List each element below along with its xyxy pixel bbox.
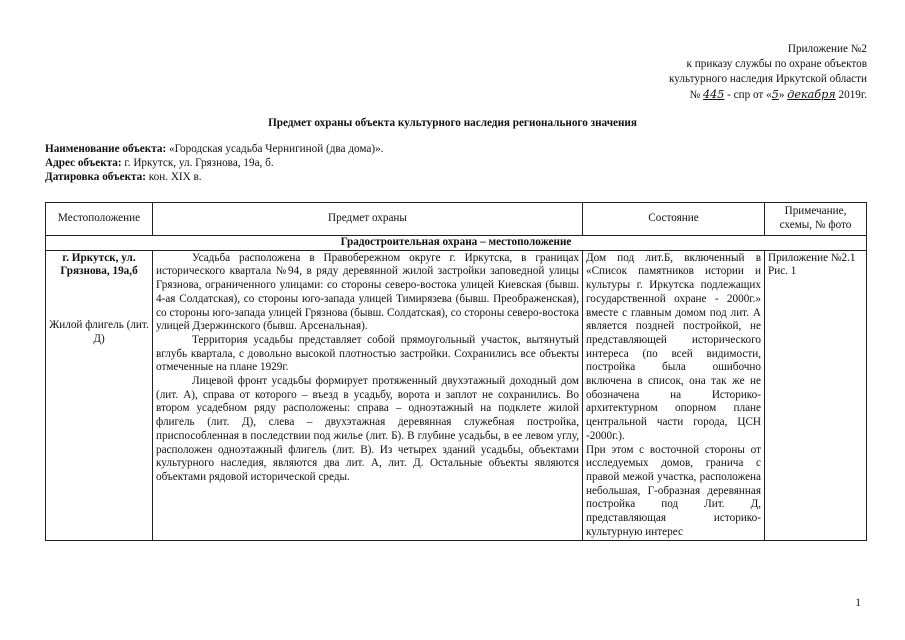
object-name-value: «Городская усадьба Чернигиной (два дома)».: [168, 143, 384, 155]
approval-day-handwritten: 5: [771, 88, 779, 101]
approval-line-3: культурного наследия Иркутской области: [669, 73, 867, 85]
approval-month-handwritten: декабря: [787, 88, 836, 101]
approval-num-handwritten: 445: [702, 88, 725, 101]
table-row: [46, 250, 867, 541]
object-address-label: Адрес объекта:: [45, 157, 122, 169]
approval-line-1: Приложение №2: [787, 43, 867, 55]
note-line: Приложение №2.1: [768, 251, 856, 264]
object-info: [45, 142, 865, 184]
object-address-value: г. Иркутск, ул. Грязнова, 19а, б.: [124, 157, 274, 169]
cell-state: [583, 250, 765, 541]
protection-table: [45, 202, 867, 541]
approval-mid: - спр от «: [727, 89, 772, 101]
header-subject: Предмет охраны: [153, 203, 583, 236]
state-paragraph: Дом под лит.Б, включенный в «Список памятников истории и культуры г. Иркутска подлежащих государственной охране - 2000г.» вместе с главным домом под лит. А является поздней постройкой, не представляющей исторического интереса (по всей видимости, постройка была ошибочно включена в список, она так же не обозначена на Историко-архитектурном опорном плане центральной части города, ЦСН -2000г.).: [586, 251, 761, 442]
approval-block: [607, 42, 867, 103]
cell-subject: [153, 250, 583, 541]
approval-line-2: к приказу службы по охране объектов: [686, 58, 867, 70]
object-name-label: Наименование объекта:: [45, 143, 167, 155]
subject-paragraph: Лицевой фронт усадьбы формирует протяженный двухэтажный доходный дом (лит. А), справа от которого – въезд в усадьбу, ворота и заплот не сохранились. Во втором усадебном ряду расположены: справа – одноэтажный на подклете жилой флигель (лит. Д), слева – двухэтажная деревянная служебная постройка, приспособленная в последствии под жилье (лит. Б). В глубине усадьбы, в ее левом углу, расположен одноэтажный флигель (лит. В). Из четырех зданий усадьбы, объектами культурного наследия, являются два лит. А, лит. Д. Остальные объекты являются объектами рядовой исторической среды.: [156, 375, 579, 483]
location-sub: Жилой флигель (лит. Д): [49, 319, 149, 345]
section-title: Градостроительная охрана – местоположение: [46, 236, 867, 251]
location-address: г. Иркутск, ул. Грязнова, 19а,б: [60, 251, 138, 278]
state-paragraph: При этом с восточной стороны от исследуемых домов, гранича с правой межой участка, расположена небольшая, Г-образная деревянная постройка под Лит. Д, представляющая историко-культурную интерес: [586, 443, 761, 538]
page-number: 1: [855, 597, 861, 609]
note-line: Рис. 1: [768, 265, 797, 278]
object-address-line: [45, 156, 865, 170]
approval-number-line: [607, 87, 867, 103]
header-state: Состояние: [583, 203, 765, 236]
document-title: Предмет охраны объекта культурного наследия регионального значения: [268, 117, 637, 129]
header-location: Местоположение: [46, 203, 153, 236]
cell-location: [46, 250, 153, 541]
object-name-line: [45, 142, 865, 156]
subject-paragraph: Усадьба расположена в Правобережном округе г. Иркутска, в границах исторического квартала №94, в ряду деревянной жилой застройки заповедной улицы Грязнова, ограниченного улицами: со стороны северо-востока улицей Киевская (бывш. 4-ая Солдатская), со стороны юго-запада улицей Тимирязева (бывш. Преображенская), со стороны юго-запада улицей Грязнова (бывш. Солдатская), со стороны северо-востока улицей Дзержинского (бывш. Арсенальная).: [156, 251, 579, 333]
approval-close-quote: »: [778, 89, 785, 101]
header-note: Примечание, схемы, № фото: [765, 203, 867, 236]
object-date-line: [45, 170, 865, 184]
cell-note: [765, 250, 867, 541]
subject-paragraph: Территория усадьбы представляет собой прямоугольный участок, вытянутый вглубь квартала, с довольно высокой плотностью застройки. Сохранились все объекты отмеченные на плане 1929г.: [156, 333, 579, 374]
table-header-row: [46, 203, 867, 236]
object-date-label: Датировка объекта:: [45, 171, 146, 183]
object-date-value: кон. XIX в.: [148, 171, 202, 183]
approval-num-prefix: №: [689, 89, 701, 101]
approval-year: 2019г.: [838, 89, 867, 101]
section-row: [46, 236, 867, 251]
